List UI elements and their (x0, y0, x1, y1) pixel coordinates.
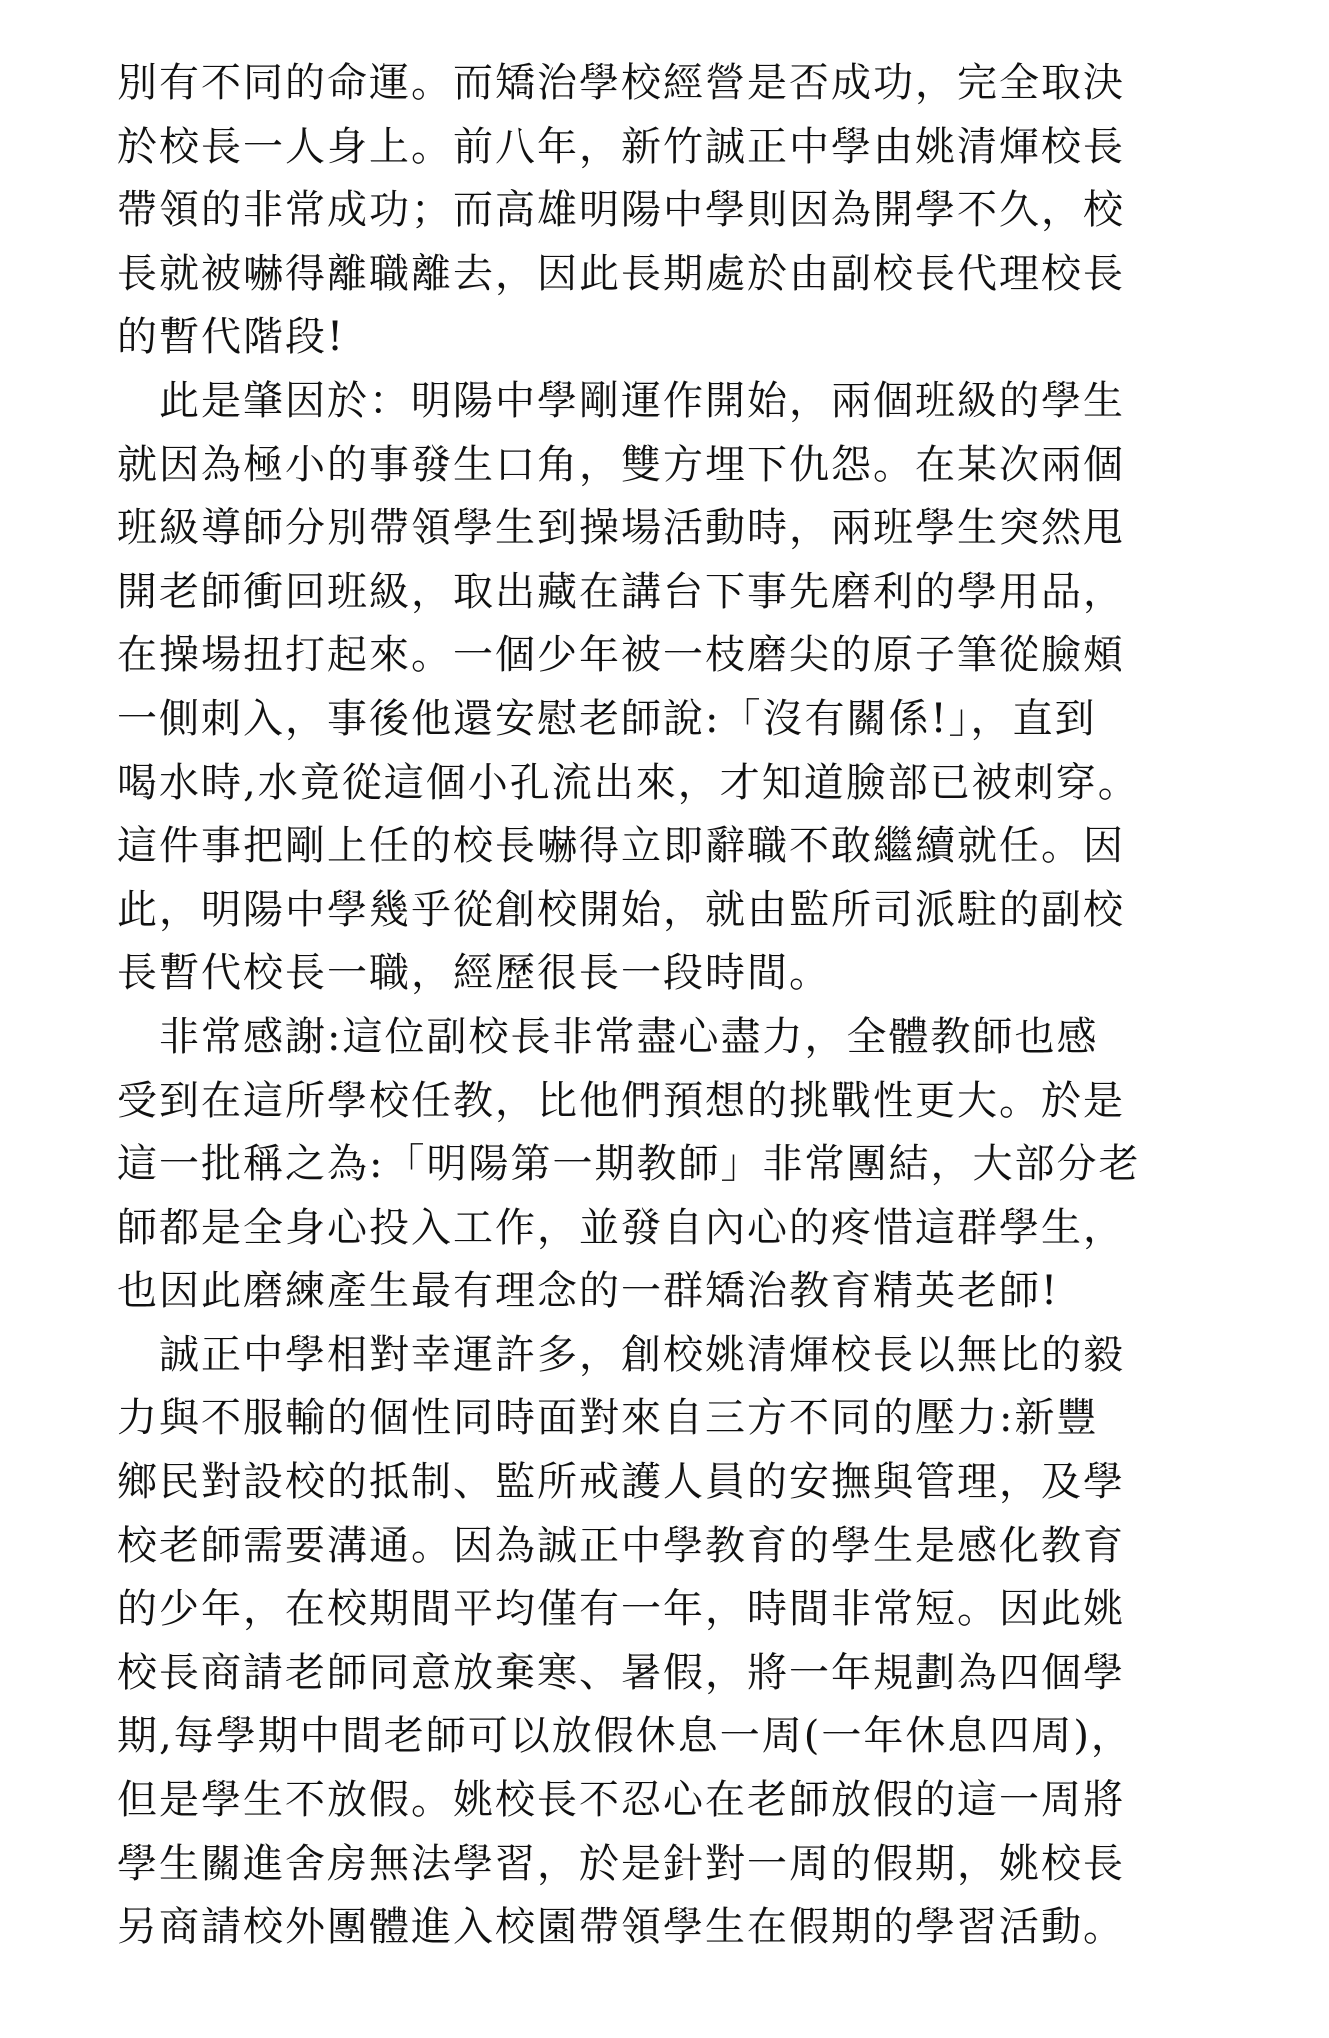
paragraph-start-line: 非常感謝:這位副校長非常盡心盡力，全體教師也感 (117, 1013, 1099, 1060)
text-line: 但是學生不放假。姚校長不忍心在老師放假的這一周將 (117, 1777, 1125, 1824)
text-line: 校長商請老師同意放棄寒、暑假，將一年規劃為四個學 (117, 1649, 1125, 1696)
text-line: 於校長一人身上。前八年，新竹誠正中學由姚清煇校長 (117, 123, 1125, 170)
text-line: 校老師需要溝通。因為誠正中學教育的學生是感化教育 (117, 1522, 1125, 1569)
text-line: 期,每學期中間老師可以放假休息一周(一年休息四周)， (117, 1713, 1133, 1760)
text-line: 長就被嚇得離職離去，因此長期處於由副校長代理校長 (117, 250, 1125, 297)
text-line: 一側刺入，事後他還安慰老師說:「沒有關係!」，直到 (117, 695, 1097, 742)
text-line: 受到在這所學校任教，比他們預想的挑戰性更大。於是 (117, 1077, 1125, 1124)
body-text (117, 52, 1217, 1960)
text-line: 師都是全身心投入工作，並發自內心的疼惜這群學生， (117, 1204, 1125, 1251)
text-line: 的少年，在校期間平均僅有一年，時間非常短。因此姚 (117, 1586, 1125, 1633)
text-line: 這件事把剛上任的校長嚇得立即辭職不敢繼續就任。因 (117, 823, 1125, 870)
text-line: 學生關進舍房無法學習，於是針對一周的假期，姚校長 (117, 1840, 1125, 1887)
text-line: 這一批稱之為:「明陽第一期教師」非常團結，大部分老 (117, 1141, 1141, 1188)
text-line: 另商請校外團體進入校園帶領學生在假期的學習活動。 (117, 1904, 1125, 1951)
text-line: 開老師衝回班級，取出藏在講台下事先磨利的學用品， (117, 568, 1125, 615)
text-line: 在操場扭打起來。一個少年被一枝磨尖的原子筆從臉頰 (117, 632, 1125, 679)
text-line: 班級導師分別帶領學生到操場活動時，兩班學生突然甩 (117, 505, 1125, 552)
text-line: 長暫代校長一職，經歷很長一段時間。 (117, 950, 831, 997)
paragraph-start-line: 此是肇因於：明陽中學剛運作開始，兩個班級的學生 (117, 377, 1125, 424)
text-line: 此，明陽中學幾乎從創校開始，就由監所司派駐的副校 (117, 886, 1125, 933)
text-line: 也因此磨練產生最有理念的一群矯治教育精英老師! (117, 1268, 1060, 1315)
paragraph-start-line: 誠正中學相對幸運許多，創校姚清煇校長以無比的毅 (117, 1331, 1125, 1378)
text-line: 就因為極小的事發生口角，雙方埋下仇怨。在某次兩個 (117, 441, 1125, 488)
text-line: 鄉民對設校的抵制、監所戒護人員的安撫與管理，及學 (117, 1459, 1125, 1506)
text-line: 力與不服輸的個性同時面對來自三方不同的壓力:新豐 (117, 1395, 1099, 1442)
text-line: 別有不同的命運。而矯治學校經營是否成功，完全取決 (117, 60, 1125, 106)
text-line: 的暫代階段! (117, 314, 346, 361)
text-line: 喝水時,水竟從這個小孔流出來，才知道臉部已被刺穿。 (117, 759, 1140, 806)
text-line: 帶領的非常成功；而高雄明陽中學則因為開學不久，校 (117, 187, 1125, 234)
